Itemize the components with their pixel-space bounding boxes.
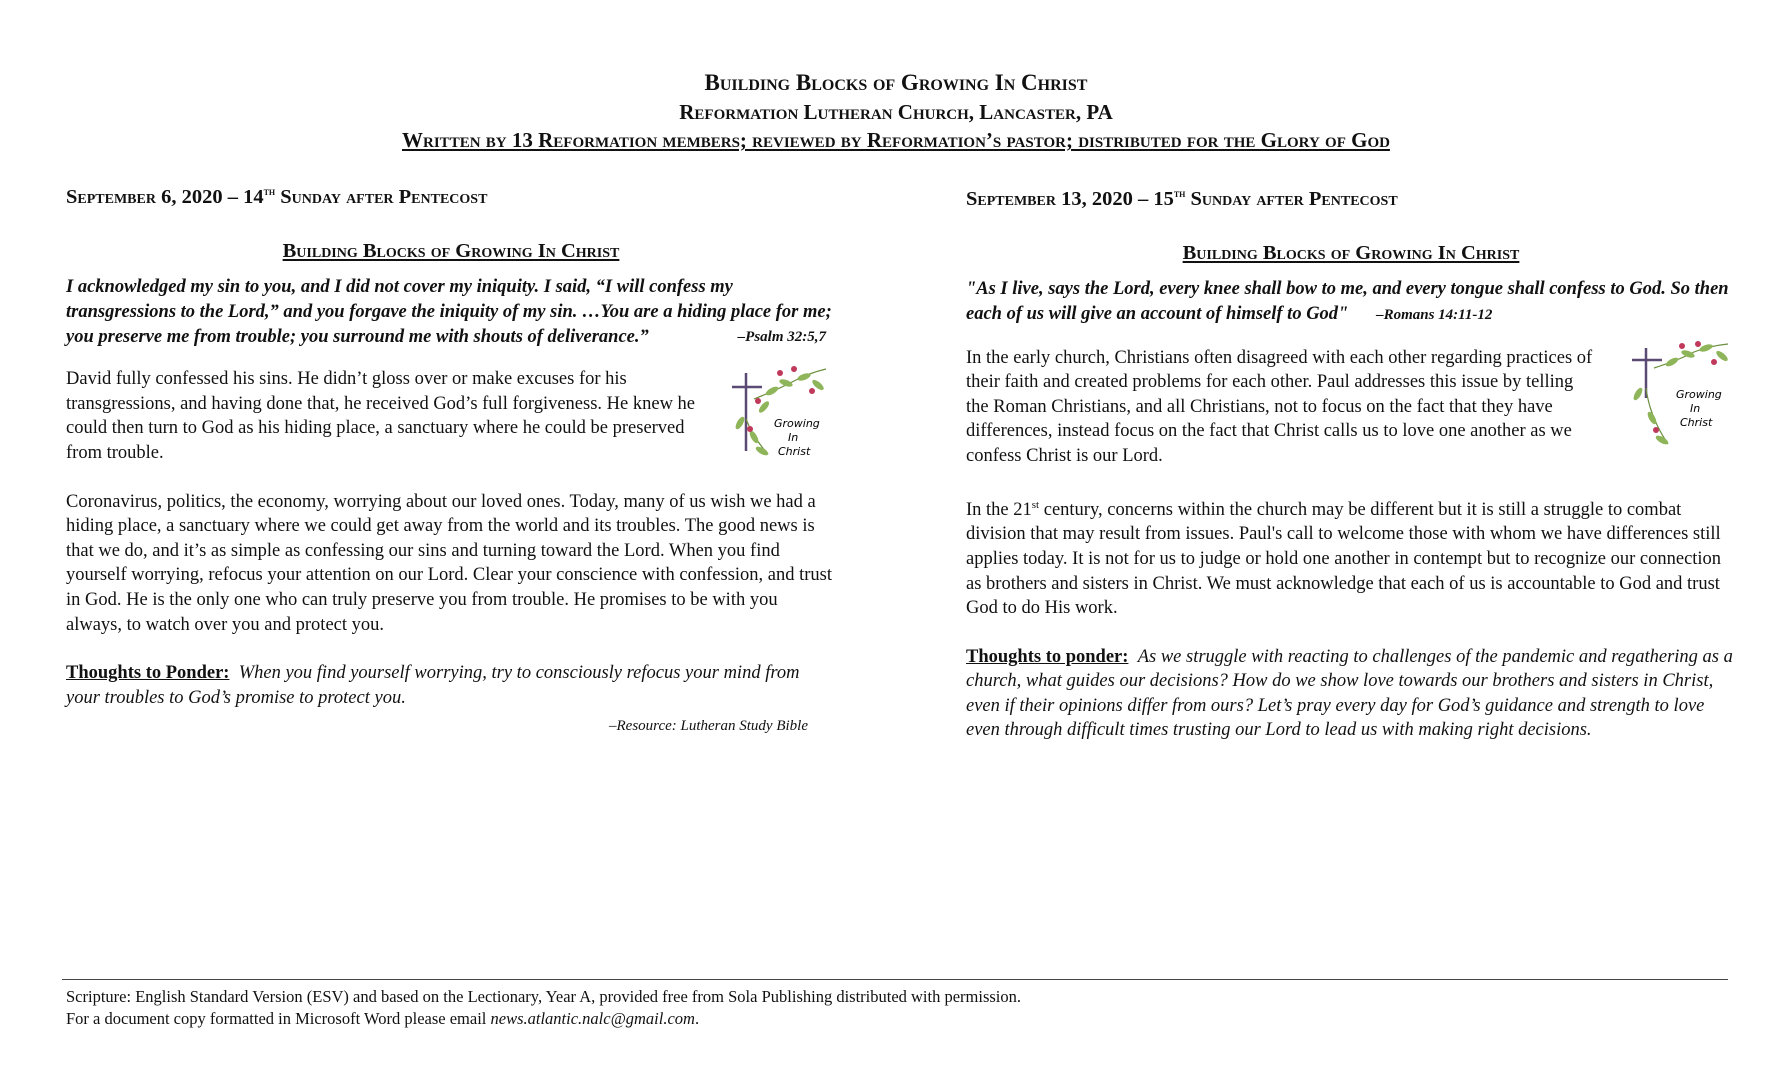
document-header — [0, 68, 1792, 154]
logo-line-1: Growing — [774, 417, 820, 431]
right-para1-text: In the early church, Christians often disagreed with each other regarding practices of their faith and created problems for each other. Paul addresses this issue by telling the Roman Christians, and all Christians, not to focus on the fact that they have differences, instead focus on the fact that Christ calls us to love one another as we confess Christ is our Lord. — [966, 347, 1593, 466]
right-citation: –Romans 14:11-12 — [1376, 307, 1493, 324]
right-quote-text: "As I live, says the Lord, every knee shall bow to me, and every tongue shall confess to God. So then each of us will give an account of himself to God" — [966, 279, 1729, 325]
right-para2-sup: st — [1031, 498, 1040, 511]
church-name: Reformation Lutheran Church, Lancaster, PA — [679, 100, 1113, 124]
logo-line-3: Christ — [778, 445, 811, 459]
right-ponder-text: As we struggle with reacting to challenges of the pandemic and regathering as a church, what guides our decisions? How do we show love towards our brothers and sisters in Christ, even if their opinions differ from ours? Let’s pray every day for God’s guidance and strength to love even through difficult times trusting our Lord to lead us with making right decisions. — [966, 646, 1733, 741]
footer — [66, 986, 1021, 1030]
growing-in-christ-logo — [1624, 338, 1736, 450]
logo-line-3: Christ — [1680, 415, 1713, 429]
right-paragraph-2 — [966, 493, 1736, 621]
left-quote-text: I acknowledged my sin to you, and I did not cover my iniquity. I said, “I will confess my transgressions to the Lord,” and you forgave the iniquity of my sin. …You are a hiding place for me; you preserve me from trouble; you surround me with shouts of deliverance.” — [66, 277, 832, 347]
cross-icon — [1632, 348, 1662, 398]
logo-line-1: Growing — [1676, 387, 1722, 401]
footer-email-link[interactable]: news.atlantic.nalc@gmail.com — [490, 1009, 695, 1028]
footer-contact-prefix: For a document copy formatted in Microsoft Word please email — [66, 1009, 491, 1028]
logo-line-2: In — [788, 431, 799, 445]
logo-line-2: In — [1690, 401, 1701, 415]
left-section-title: Building Blocks of Growing In Christ — [282, 239, 620, 262]
footer-contact-suffix: . — [694, 1009, 700, 1028]
footer-divider — [62, 979, 1728, 980]
right-ponder-label: Thoughts to ponder: — [966, 646, 1129, 667]
right-section-title: Building Blocks of Growing In Christ — [1182, 241, 1520, 264]
right-date-sup: th — [1173, 188, 1186, 200]
left-citation: –Psalm 32:5,7 — [737, 328, 826, 345]
document-title: Building Blocks of Growing In Christ — [704, 70, 1088, 95]
left-ponder — [66, 661, 836, 710]
left-para1-text: David fully confessed his sins. He didn’t gloss over or make excuses for his transgressions, and having done that, he received God’s full forgiveness. He knew he could then turn to God as his hiding place, a sanctuary where he could be preserved from trouble. — [66, 369, 696, 463]
left-date — [66, 178, 836, 211]
left-date-sup: th — [263, 186, 276, 198]
left-scripture-quote — [66, 275, 836, 349]
right-paragraph-1 — [966, 346, 1736, 469]
right-para2-prefix: In the 21 — [966, 499, 1032, 520]
left-date-suffix: Sunday after Pentecost — [275, 185, 488, 208]
right-scripture-quote — [966, 277, 1736, 327]
credit-line: Written by 13 Reformation members; reviewed by Reformation’s pastor; distributed for the Glory of God — [402, 128, 1390, 152]
left-ponder-label: Thoughts to Ponder: — [66, 663, 230, 684]
footer-contact — [66, 1008, 1021, 1030]
right-date — [966, 180, 1736, 213]
left-column — [66, 178, 836, 739]
right-para2-rest: century, concerns within the church may be different but it is still a struggle to combat division that may result from issues. Paul's call to welcome those with whom we have differences still applies today. It is not for us to judge or hold one another in contempt but to recognize our connection as brothers and sisters in Christ. We must acknowledge that each of us is accountable to God and trust God to do His work. — [966, 499, 1722, 619]
left-paragraph-1 — [66, 367, 836, 465]
left-paragraph-2: Coronavirus, politics, the economy, worrying about our loved ones. Today, many of us wish we had a hiding place, a sanctuary where we could get away from the world and its troubles. The good news is that we do, and it’s as simple as confessing our sins and turning toward the Lord. When you find yourself worrying, refocus your attention on our Lord. Clear your conscience with confession, and trust in God. He is the only one who can truly preserve you from trouble. He promises to be with you always, to watch over you and protect you. — [66, 491, 833, 635]
left-date-prefix: September 6, 2020 – 14 — [66, 185, 264, 208]
left-ponder-text: When you find yourself worrying, try to consciously refocus your mind from your troubles to God’s promise to protect you. — [66, 663, 800, 708]
growing-in-christ-logo — [724, 359, 836, 471]
right-date-suffix: Sunday after Pentecost — [1185, 187, 1398, 210]
vine-icon — [734, 369, 826, 457]
right-column — [966, 178, 1736, 767]
right-ponder — [966, 645, 1736, 743]
footer-scripture-note: Scripture: English Standard Version (ESV) and based on the Lectionary, Year A, provided free from Sola Publishing distributed with permission. — [66, 987, 1022, 1006]
left-resource: –Resource: Lutheran Study Bible — [609, 718, 808, 735]
right-date-prefix: September 13, 2020 – 15 — [966, 187, 1174, 210]
